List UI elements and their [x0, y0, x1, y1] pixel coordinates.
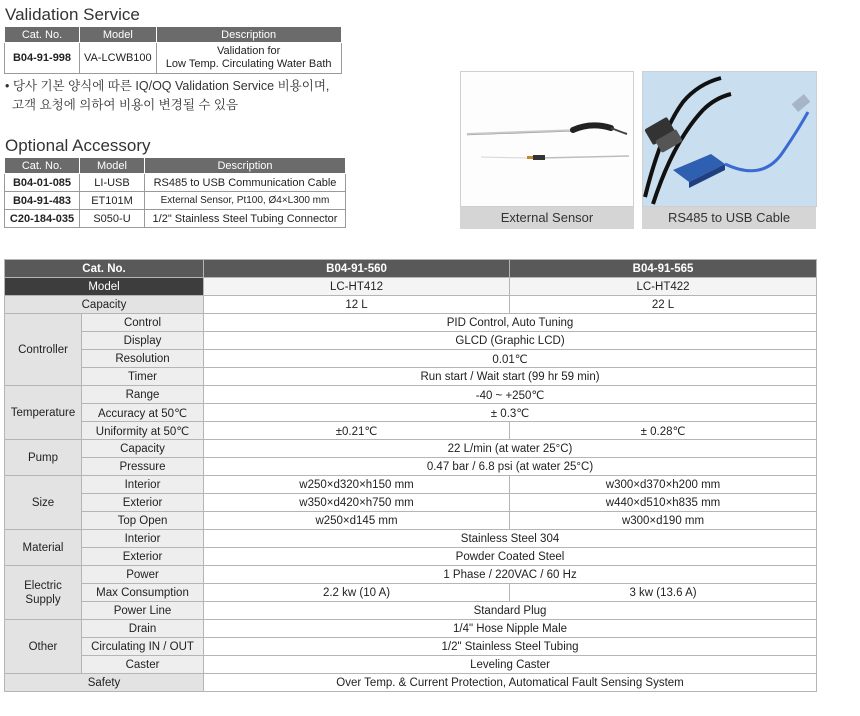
table-row: [5, 458, 817, 476]
table-row: [5, 210, 346, 228]
row-label: Caster: [82, 656, 204, 674]
table-row: [5, 368, 817, 386]
table-row: [5, 656, 817, 674]
table-row: [5, 620, 817, 638]
row-label: Interior: [82, 476, 204, 494]
table-row: [5, 404, 817, 422]
cat-no: B04-91-483: [5, 192, 80, 210]
row-value: 1 Phase / 220VAC / 60 Hz: [204, 566, 817, 584]
cat-no: B04-91-998: [5, 43, 80, 74]
model-1: LC-HT412: [204, 278, 510, 296]
table-row: [5, 674, 817, 692]
row-label: Circulating IN / OUT: [82, 638, 204, 656]
col-header-cat: Cat. No.: [5, 158, 80, 174]
group-size: Size: [5, 476, 82, 530]
usb-cable-icon: [643, 72, 816, 206]
table-row: [5, 296, 817, 314]
capacity-label: Capacity: [5, 296, 204, 314]
row-label: Exterior: [82, 548, 204, 566]
row-value-2: w300×d370×h200 mm: [510, 476, 817, 494]
row-value: PID Control, Auto Tuning: [204, 314, 817, 332]
table-row: [5, 314, 817, 332]
table-row: [5, 494, 817, 512]
table-row: [5, 476, 817, 494]
group-temperature: Temperature: [5, 386, 82, 440]
row-value: GLCD (Graphic LCD): [204, 332, 817, 350]
table-row: [5, 174, 346, 192]
col-header-model: Model: [80, 27, 157, 43]
accessory-table: [4, 157, 346, 228]
usb-cable-photo: [642, 71, 817, 207]
row-value-2: ± 0.28℃: [510, 422, 817, 440]
table-row: [5, 260, 817, 278]
row-value: 0.47 bar / 6.8 psi (at water 25°C): [204, 458, 817, 476]
col-header-cat: Cat. No.: [5, 27, 80, 43]
row-value: Leveling Caster: [204, 656, 817, 674]
description-line-2: Low Temp. Circulating Water Bath: [165, 58, 332, 70]
row-value: Standard Plug: [204, 602, 817, 620]
model-2: LC-HT422: [510, 278, 817, 296]
row-label: Power: [82, 566, 204, 584]
cat-no-2: B04-91-565: [510, 260, 817, 278]
row-value-1: w250×d320×h150 mm: [204, 476, 510, 494]
cat-no: C20-184-035: [5, 210, 80, 228]
table-row: [5, 584, 817, 602]
row-value-2: w300×d190 mm: [510, 512, 817, 530]
row-label: Top Open: [82, 512, 204, 530]
row-value-1: 2.2 kw (10 A): [204, 584, 510, 602]
accessory-title: Optional Accessory: [5, 136, 151, 155]
table-row: [5, 278, 817, 296]
table-row: [5, 386, 817, 404]
table-row: [5, 350, 817, 368]
model: LI-USB: [80, 174, 145, 192]
group-material: Material: [5, 530, 82, 566]
external-sensor-caption: External Sensor: [460, 207, 634, 229]
validation-note: [5, 77, 329, 115]
table-row: [5, 332, 817, 350]
table-row: [5, 530, 817, 548]
table-row: [5, 192, 346, 210]
group-other: Other: [5, 620, 82, 674]
group-controller: Controller: [5, 314, 82, 386]
row-label: Display: [82, 332, 204, 350]
spec-table: [4, 259, 817, 692]
row-label: Max Consumption: [82, 584, 204, 602]
safety-label: Safety: [5, 674, 204, 692]
row-label: Pressure: [82, 458, 204, 476]
row-value: Powder Coated Steel: [204, 548, 817, 566]
row-value-1: w250×d145 mm: [204, 512, 510, 530]
table-row: [5, 548, 817, 566]
group-pump: Pump: [5, 440, 82, 476]
validation-table: [4, 26, 342, 74]
external-sensor-photo: [460, 71, 634, 207]
col-header-desc: Description: [156, 27, 341, 43]
row-label: Resolution: [82, 350, 204, 368]
usb-cable-caption: RS485 to USB Cable: [642, 207, 816, 229]
cat-no: B04-01-085: [5, 174, 80, 192]
description: External Sensor, Pt100, Ø4×L300 mm: [145, 192, 346, 210]
row-label: Timer: [82, 368, 204, 386]
description: [156, 43, 341, 74]
table-row: [5, 422, 817, 440]
row-value-1: ±0.21℃: [204, 422, 510, 440]
cat-no-label: Cat. No.: [5, 260, 204, 278]
col-header-model: Model: [80, 158, 145, 174]
table-row: [5, 638, 817, 656]
row-value: -40 ~ +250℃: [204, 386, 817, 404]
note-line-1: • 당사 기본 양식에 따른 IQ/OQ Validation Service 비용이며,: [5, 79, 330, 93]
row-value: 22 L/min (at water 25°C): [204, 440, 817, 458]
safety-value: Over Temp. & Current Protection, Automatical Fault Sensing System: [204, 674, 817, 692]
row-value-2: w440×d510×h835 mm: [510, 494, 817, 512]
row-label: Uniformity at 50℃: [82, 422, 204, 440]
table-row: [5, 602, 817, 620]
model-label: Model: [5, 278, 204, 296]
row-label: Capacity: [82, 440, 204, 458]
validation-title: Validation Service: [5, 5, 140, 24]
row-label: Accuracy at 50℃: [82, 404, 204, 422]
cat-no-1: B04-91-560: [204, 260, 510, 278]
model: S050-U: [80, 210, 145, 228]
row-label: Range: [82, 386, 204, 404]
row-value-1: w350×d420×h750 mm: [204, 494, 510, 512]
description-line-1: Validation for: [216, 45, 281, 57]
note-line-2: 고객 요청에 의하여 비용이 변경될 수 있음: [5, 98, 239, 112]
row-value: 1/2" Stainless Steel Tubing: [204, 638, 817, 656]
row-label: Control: [82, 314, 204, 332]
table-row: [5, 440, 817, 458]
row-label: Power Line: [82, 602, 204, 620]
row-value: 0.01℃: [204, 350, 817, 368]
table-row: [5, 43, 342, 74]
row-value: Stainless Steel 304: [204, 530, 817, 548]
description: RS485 to USB Communication Cable: [145, 174, 346, 192]
capacity-1: 12 L: [204, 296, 510, 314]
col-header-desc: Description: [145, 158, 346, 174]
row-label: Exterior: [82, 494, 204, 512]
group-electric-supply: Electric Supply: [5, 566, 82, 620]
row-value-2: 3 kw (13.6 A): [510, 584, 817, 602]
table-row: [5, 512, 817, 530]
model: ET101M: [80, 192, 145, 210]
row-value: Run start / Wait start (99 hr 59 min): [204, 368, 817, 386]
temperature-probe-icon: [461, 72, 633, 206]
capacity-2: 22 L: [510, 296, 817, 314]
row-label: Interior: [82, 530, 204, 548]
row-value: 1/4" Hose Nipple Male: [204, 620, 817, 638]
table-row: [5, 566, 817, 584]
model: VA-LCWB100: [80, 43, 157, 74]
row-value: ± 0.3℃: [204, 404, 817, 422]
description: 1/2" Stainless Steel Tubing Connector: [145, 210, 346, 228]
row-label: Drain: [82, 620, 204, 638]
